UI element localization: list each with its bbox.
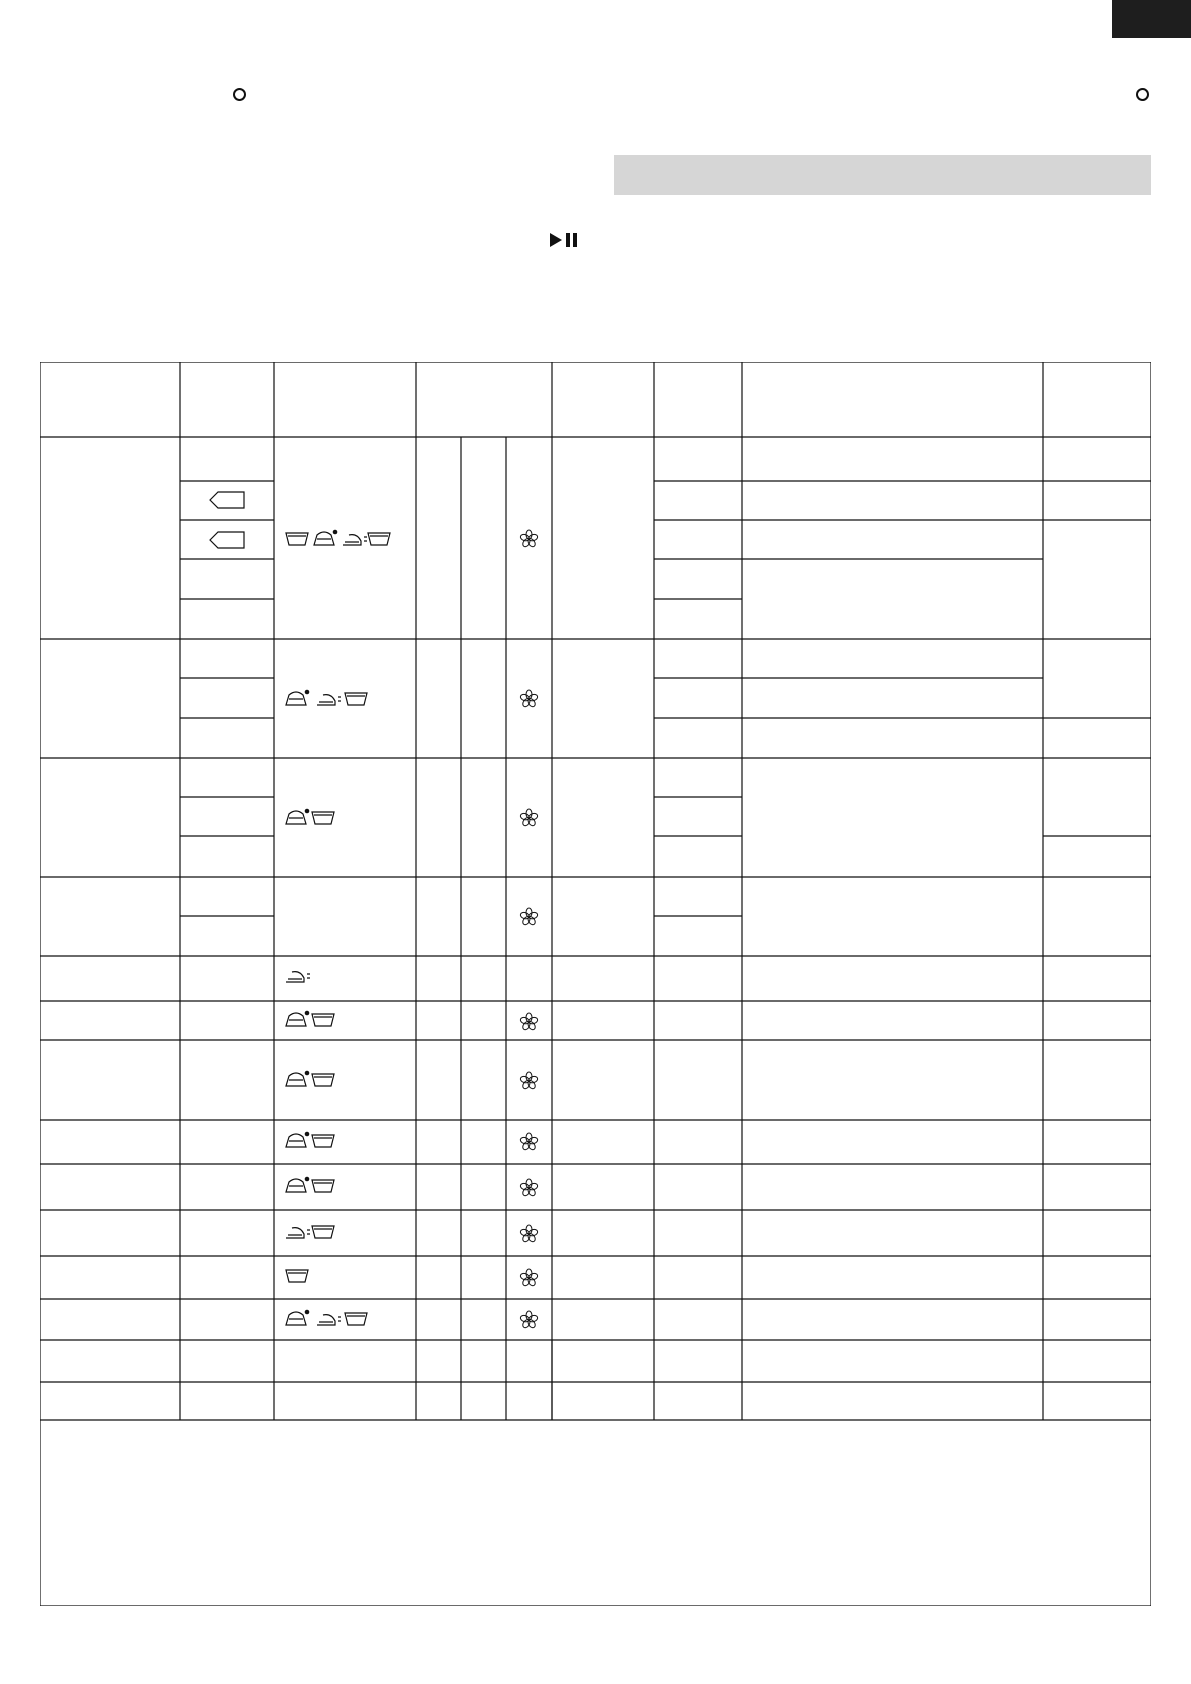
detergent-icon xyxy=(286,1071,309,1086)
iron-icon xyxy=(286,972,310,982)
fan-icon xyxy=(520,1133,539,1151)
iron-icon xyxy=(343,535,367,545)
wash-tub-icon xyxy=(312,1014,334,1026)
fan-icon xyxy=(520,1179,539,1197)
footnote-area xyxy=(42,1424,1149,1604)
wash-tub-icon xyxy=(286,533,308,545)
page-language-tab xyxy=(1112,0,1191,38)
binder-hole-right xyxy=(1136,88,1149,101)
detergent-icon xyxy=(286,1310,309,1325)
wash-tub-icon xyxy=(368,533,390,545)
wash-tub-icon xyxy=(312,812,334,824)
detergent-icon xyxy=(286,690,309,705)
wash-tub-icon xyxy=(286,1270,308,1282)
wash-tub-icon xyxy=(345,1313,367,1325)
iron-icon xyxy=(286,1228,310,1238)
detergent-icon xyxy=(286,1177,309,1192)
iron-icon xyxy=(317,1315,341,1325)
program-table-grid xyxy=(40,362,1151,1606)
play-pause-icon xyxy=(549,232,579,248)
fan-icon xyxy=(520,1072,539,1090)
wash-tub-icon xyxy=(312,1226,334,1238)
program-table xyxy=(40,362,1151,1606)
section-heading-banner xyxy=(614,155,1151,195)
detergent-icon xyxy=(286,1011,309,1026)
fan-icon xyxy=(520,809,539,827)
fan-icon xyxy=(520,1269,539,1287)
fan-icon xyxy=(520,1013,539,1031)
fan-icon xyxy=(520,1311,539,1329)
iron-icon xyxy=(317,695,341,705)
fan-icon xyxy=(520,690,539,708)
fan-icon xyxy=(520,1225,539,1243)
detergent-icon xyxy=(314,530,337,545)
wash-tub-icon xyxy=(312,1074,334,1086)
wash-tub-icon xyxy=(312,1135,334,1147)
detergent-icon xyxy=(286,1132,309,1147)
detergent-icon xyxy=(286,809,309,824)
fan-icon xyxy=(520,530,539,548)
label-tag-icon xyxy=(210,532,244,548)
wash-tub-icon xyxy=(312,1180,334,1192)
fan-icon xyxy=(520,908,539,926)
wash-tub-icon xyxy=(345,693,367,705)
label-tag-icon xyxy=(210,492,244,508)
binder-hole-left xyxy=(233,88,246,101)
